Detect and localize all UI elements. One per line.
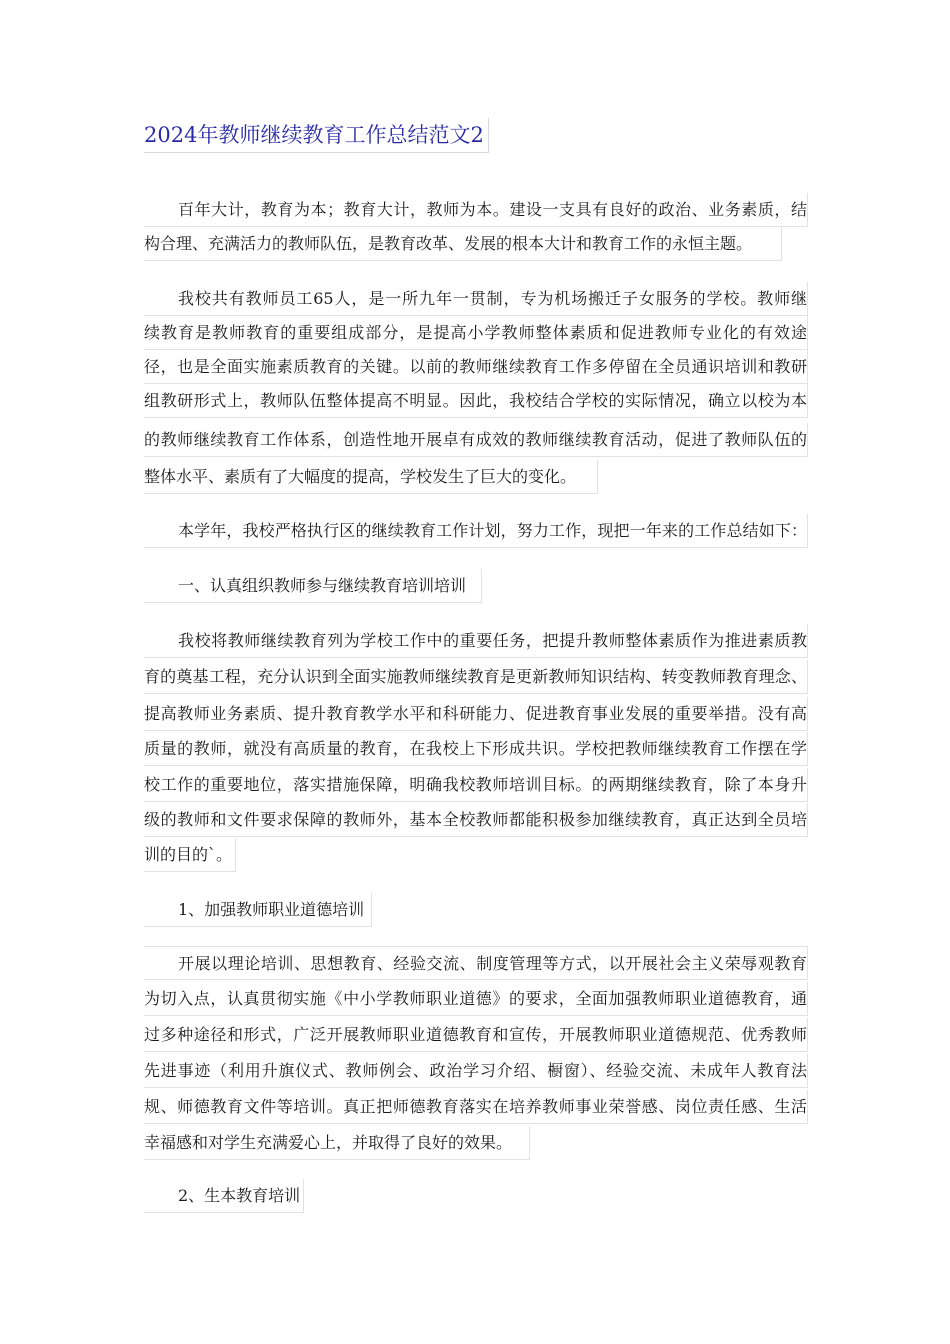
paragraph-line: 组教研形式上，教师队伍整体提高不明显。因此，我校结合学校的实际情况，确立以校为本 bbox=[144, 384, 808, 418]
section-heading: 2、生本教育培训 bbox=[144, 1179, 304, 1213]
paragraph-line: 规、师德教育文件等培训。真正把师德教育落实在培养教师事业荣誉感、岗位责任感、生活 bbox=[144, 1090, 808, 1124]
document-title: 2024年教师继续教育工作总结范文2 bbox=[144, 118, 489, 153]
paragraph-line: 我校共有教师员工65人，是一所九年一贯制，专为机场搬迁子女服务的学校。教师继 bbox=[144, 282, 808, 316]
paragraph-line: 本学年，我校严格执行区的继续教育工作计划，努力工作，现把一年来的工作总结如下： bbox=[144, 514, 808, 548]
paragraph-line: 我校将教师继续教育列为学校工作中的重要任务，把提升教师整体素质作为推进素质教 bbox=[144, 624, 808, 658]
paragraph-line: 为切入点，认真贯彻实施《中小学教师职业道德》的要求，全面加强教师职业道德教育，通 bbox=[144, 982, 808, 1016]
paragraph-line: 开展以理论培训、思想教育、经验交流、制度管理等方式，以开展社会主义荣辱观教育 bbox=[144, 946, 808, 980]
paragraph-line: 育的奠基工程，充分认识到全面实施教师继续教育是更新教师知识结构、转变教师教育理念、 bbox=[144, 660, 808, 694]
paragraph-line: 训的目的`。 bbox=[144, 838, 236, 872]
paragraph-line: 百年大计，教育为本；教育大计，教师为本。建设一支具有良好的政治、业务素质，结 bbox=[144, 193, 808, 227]
paragraph-line: 构合理、充满活力的教师队伍，是教育改革、发展的根本大计和教育工作的永恒主题。 bbox=[144, 227, 782, 261]
section-heading: 一、认真组织教师参与继续教育培训培训 bbox=[144, 569, 482, 603]
paragraph-line: 过多种途径和形式，广泛开展教师职业道德教育和宣传，开展教师职业道德规范、优秀教师 bbox=[144, 1018, 808, 1052]
paragraph-line: 幸福感和对学生充满爱心上，并取得了良好的效果。 bbox=[144, 1126, 530, 1160]
paragraph-line: 提高教师业务素质、提升教育教学水平和科研能力、促进教育事业发展的重要举措。没有高 bbox=[144, 697, 808, 731]
paragraph-line: 级的教师和文件要求保障的教师外，基本全校教师都能积极参加继续教育，真正达到全员培 bbox=[144, 803, 808, 837]
paragraph-line: 续教育是教师教育的重要组成部分，是提高小学教师整体素质和促进教师专业化的有效途 bbox=[144, 316, 808, 350]
paragraph-line: 整体水平、素质有了大幅度的提高，学校发生了巨大的变化。 bbox=[144, 460, 598, 494]
paragraph-line: 先进事迹（利用升旗仪式、教师例会、政治学习介绍、橱窗）、经验交流、未成年人教育法 bbox=[144, 1054, 808, 1088]
paragraph-line: 径，也是全面实施素质教育的关键。以前的教师继续教育工作多停留在全员通识培训和教研 bbox=[144, 350, 808, 384]
paragraph-line: 校工作的重要地位，落实措施保障，明确我校教师培训目标。的两期继续教育，除了本身升 bbox=[144, 768, 808, 802]
paragraph-line: 的教师继续教育工作体系，创造性地开展卓有成效的教师继续教育活动，促进了教师队伍的 bbox=[144, 423, 808, 457]
section-heading: 1、加强教师职业道德培训 bbox=[144, 893, 372, 927]
paragraph-line: 质量的教师，就没有高质量的教育，在我校上下形成共识。学校把教师继续教育工作摆在学 bbox=[144, 732, 808, 766]
